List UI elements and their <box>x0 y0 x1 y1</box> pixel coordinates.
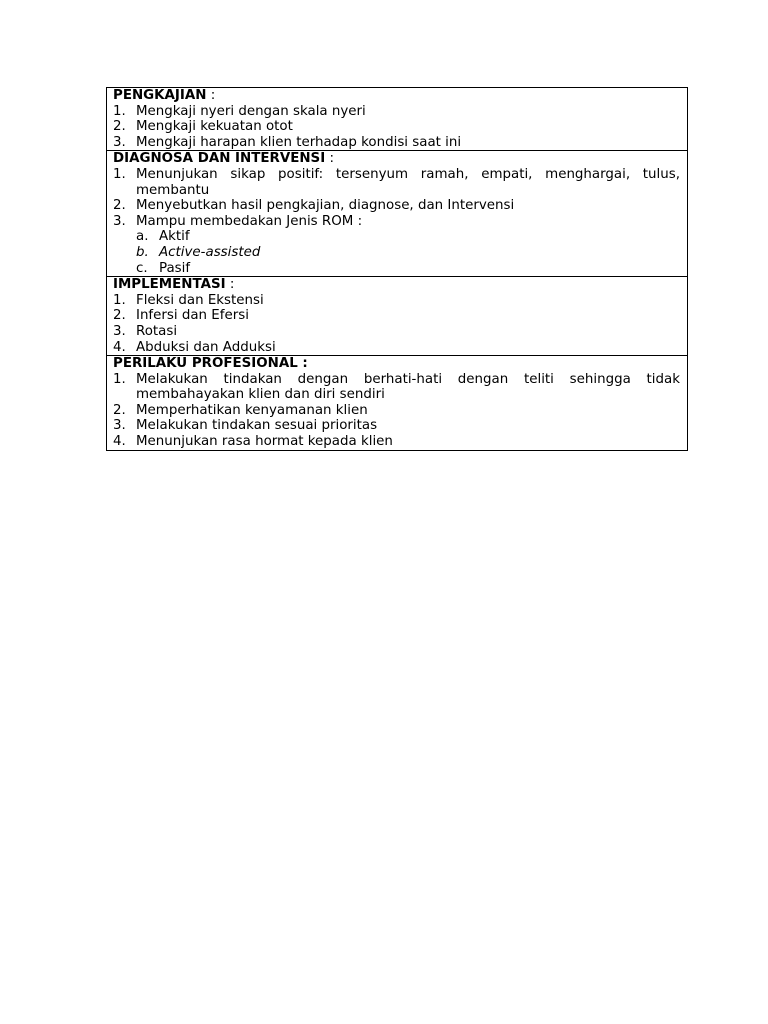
list-item <box>113 403 680 419</box>
sub-list-item-text: Pasif <box>159 260 191 276</box>
list-item-text: Infersi dan Efersi <box>136 308 249 324</box>
list-item-number: 4. <box>113 339 126 355</box>
sub-list-item-letter: c. <box>136 260 148 276</box>
section-cell-diagnosa <box>107 151 688 277</box>
section-cell-perilaku <box>107 356 688 451</box>
sub-list-item-text-part1: Active <box>159 244 201 260</box>
list-item-number: 2. <box>113 198 126 214</box>
sub-list-item <box>113 245 680 261</box>
section-row-diagnosa <box>107 151 688 277</box>
list-item-text: Mengkaji nyeri dengan skala nyeri <box>136 103 366 119</box>
list-item-text: Mampu membedakan Jenis ROM : <box>136 213 363 229</box>
sub-list-item-text: Aktif <box>159 229 190 245</box>
list-item-text: Memperhatikan kenyamanan klien <box>136 402 368 418</box>
list-item <box>113 293 680 309</box>
section-heading-label: PENGKAJIAN <box>113 88 207 103</box>
sub-list-item-letter: a. <box>136 229 149 245</box>
list-item-number: 3. <box>113 213 126 229</box>
list-item-number: 3. <box>113 134 126 150</box>
section-heading <box>113 277 680 293</box>
section-heading-suffix: : <box>325 151 334 167</box>
list-item <box>113 198 680 214</box>
list-item-number: 1. <box>113 166 126 182</box>
list-item <box>113 104 680 120</box>
list-item <box>113 167 680 198</box>
list-item-number: 2. <box>113 308 126 324</box>
list-item-text: Rotasi <box>136 323 178 339</box>
list-item-number: 3. <box>113 418 126 434</box>
section-cell-pengkajian <box>107 88 688 151</box>
list-item <box>113 119 680 135</box>
list-item <box>113 324 680 340</box>
list-item-text: Menunjukan rasa hormat kepada klien <box>136 434 393 450</box>
list-item-text: Melakukan tindakan sesuai prioritas <box>136 418 378 434</box>
sub-list-item-text-separator: - <box>200 244 206 260</box>
section-heading-label: PERILAKU PROFESIONAL : <box>113 356 308 372</box>
sub-list-item-text <box>159 245 680 261</box>
list-item <box>113 135 680 151</box>
section-heading-suffix: : <box>206 88 216 103</box>
list-item-number: 1. <box>113 103 126 119</box>
section-heading-label: DIAGNOSA DAN INTERVENSI <box>113 151 326 167</box>
list-item-text: Menunjukan sikap positif: tersenyum ramah, empati, menghargai, tulus, membantu <box>136 166 680 198</box>
list-item-number: 1. <box>113 371 126 387</box>
sub-list-item-text-part2: assisted <box>205 244 261 260</box>
section-row-pengkajian <box>107 88 688 151</box>
list-item <box>113 434 680 450</box>
section-cell-implementasi <box>107 277 688 356</box>
section-row-perilaku <box>107 356 688 451</box>
list-item-text: Menyebutkan hasil pengkajian, diagnose, dan Intervensi <box>136 198 515 214</box>
list-item-text: Abduksi dan Adduksi <box>136 339 276 355</box>
section-heading-suffix: : <box>225 277 235 293</box>
list-item <box>113 418 680 434</box>
sub-list-item-letter: b. <box>136 244 149 260</box>
section-heading <box>113 151 680 167</box>
assessment-table <box>106 87 688 451</box>
list-item-number: 2. <box>113 119 126 135</box>
list-item <box>113 214 680 230</box>
list-item-number: 2. <box>113 402 126 418</box>
list-item-number: 1. <box>113 292 126 308</box>
sub-list-item <box>113 261 680 277</box>
list-item-text: Fleksi dan Ekstensi <box>136 292 264 308</box>
sub-list-item <box>113 229 680 245</box>
section-row-implementasi <box>107 277 688 356</box>
section-heading <box>113 356 680 372</box>
section-heading <box>113 88 680 104</box>
list-item <box>113 340 680 356</box>
section-heading-label: IMPLEMENTASI <box>113 277 226 293</box>
list-item-number: 4. <box>113 434 126 450</box>
list-item-text: Melakukan tindakan dengan berhati-hati dengan teliti sehingga tidak membahayakan klien dan diri sendiri <box>136 371 680 403</box>
list-item-text: Mengkaji harapan klien terhadap kondisi saat ini <box>136 134 462 150</box>
list-item-number: 3. <box>113 323 126 339</box>
list-item-text: Mengkaji kekuatan otot <box>136 119 293 135</box>
list-item <box>113 308 680 324</box>
list-item <box>113 372 680 403</box>
